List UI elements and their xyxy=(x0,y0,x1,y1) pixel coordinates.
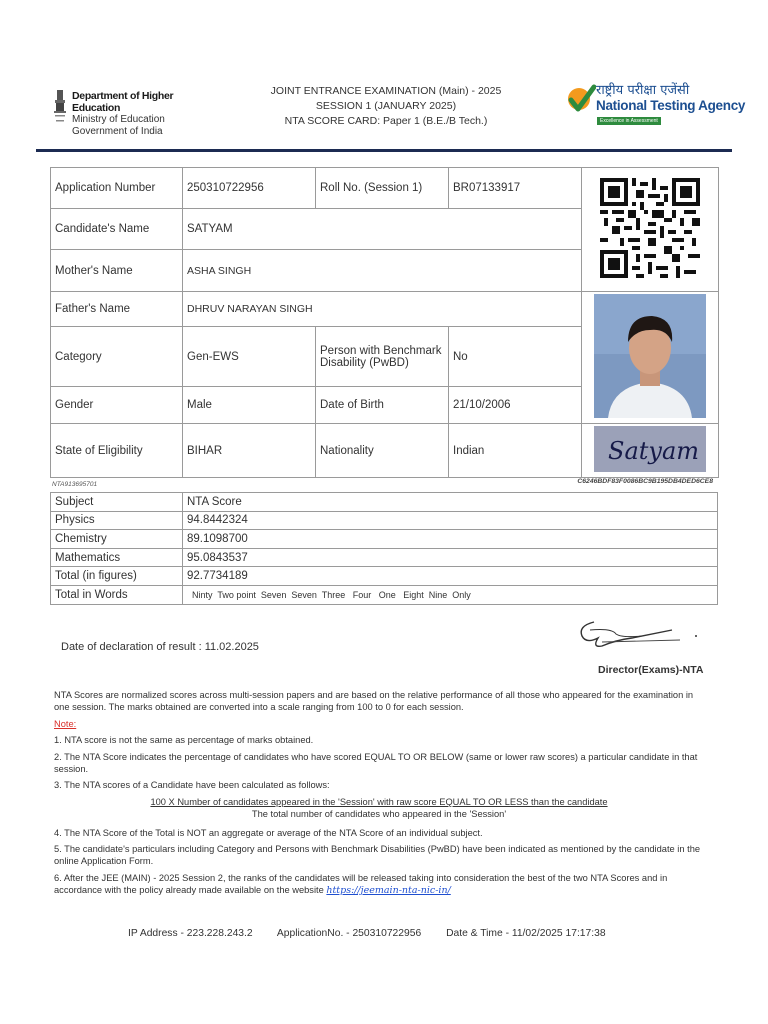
signature-cell xyxy=(582,424,719,478)
dob-label: Date of Birth xyxy=(316,387,449,424)
ref-code-left: NTA913695701 xyxy=(52,481,98,488)
signature-text: Satyam xyxy=(608,437,700,465)
gender-value: Male xyxy=(183,387,316,424)
table-row xyxy=(51,530,718,549)
father-name-label: Father's Name xyxy=(51,292,183,327)
nta-logo-block xyxy=(566,80,746,130)
gender-label: Gender xyxy=(51,387,183,424)
director-signature-icon xyxy=(572,616,702,652)
person-photo-icon xyxy=(594,294,706,418)
nta-english-name: National Testing Agency xyxy=(596,98,746,113)
dhe-text xyxy=(72,90,202,138)
subject-total: Total (in figures) xyxy=(51,567,183,586)
state-label: State of Eligibility xyxy=(51,424,183,478)
ref-code-right: C6246BDF83F0086BC9B195DB4DED6CE8 xyxy=(577,478,713,485)
application-number-value: 250310722956 xyxy=(183,168,316,209)
nta-score-header: NTA Score xyxy=(183,493,718,512)
director-title: Director(Exams)-NTA xyxy=(598,664,704,676)
table-row xyxy=(51,567,718,586)
candidate-signature xyxy=(594,426,706,472)
table-row xyxy=(51,292,719,327)
total-words-label: Total in Words xyxy=(51,585,183,604)
score-chemistry: 89.1098700 xyxy=(183,530,718,549)
table-row xyxy=(51,493,718,512)
scorecard-title: NTA SCORE CARD: Paper 1 (B.E./B Tech.) xyxy=(284,115,488,127)
category-value: Gen-EWS xyxy=(183,327,316,387)
nationality-value: Indian xyxy=(449,424,582,478)
notes-section xyxy=(54,689,704,902)
score-mathematics: 95.0843537 xyxy=(183,548,718,567)
dhe-line-3: Government of India xyxy=(72,126,163,137)
signature-image xyxy=(594,426,706,472)
subject-header: Subject xyxy=(51,493,183,512)
score-physics: 94.8442324 xyxy=(183,511,718,530)
mother-name-value: ASHA SINGH xyxy=(183,250,582,292)
state-value: BIHAR xyxy=(183,424,316,478)
table-row xyxy=(51,168,719,209)
nta-checkmark-icon xyxy=(566,84,596,118)
photo-cell xyxy=(582,292,719,424)
formula-numerator: 100 X Number of candidates appeared in the 'Session' with raw score EQUAL TO OR LESS than the candidate xyxy=(150,796,608,807)
nta-hindi-name: राष्ट्रीय परीक्षा एजेंसी xyxy=(596,83,690,98)
nta-tagline: Excellence in Assessment xyxy=(597,117,661,125)
mother-name-label: Mother's Name xyxy=(51,250,183,292)
category-label: Category xyxy=(51,327,183,387)
footer xyxy=(60,928,710,939)
roll-no-label: Roll No. (Session 1) xyxy=(316,168,449,209)
formula-denominator: The total number of candidates who appeared in the 'Session' xyxy=(251,809,507,820)
candidate-table xyxy=(50,167,719,478)
note-2: 2. The NTA Score indicates the percentage of candidates who have scored EQUAL TO OR BELOW (same or lower raw scores) a particular candidate in that session. xyxy=(54,751,698,775)
exam-heading xyxy=(236,84,536,129)
dhe-block xyxy=(52,88,202,137)
candidate-name-label: Candidate's Name xyxy=(51,209,183,250)
subject-physics: Physics xyxy=(51,511,183,530)
table-row xyxy=(51,424,719,478)
nationality-label: Nationality xyxy=(316,424,449,478)
table-row xyxy=(51,585,718,604)
subject-chemistry: Chemistry xyxy=(51,530,183,549)
pwbd-value: No xyxy=(449,327,582,387)
table-row xyxy=(51,511,718,530)
total-words-value: Ninty Two point Seven Seven Three Four One Eight Nine Only xyxy=(183,585,718,604)
declaration-date: Date of declaration of result : 11.02.2025 xyxy=(61,641,259,653)
exam-title: JOINT ENTRANCE EXAMINATION (Main) - 2025 xyxy=(270,85,502,97)
dob-value: 21/10/2006 xyxy=(449,387,582,424)
note-3: 3. The NTA scores of a Candidate have been calculated as follows: xyxy=(54,780,330,791)
footer-application-no: ApplicationNo. - 250310722956 xyxy=(276,928,422,939)
score-total: 92.7734189 xyxy=(183,567,718,586)
dhe-line-1: Department of Higher Education xyxy=(72,90,174,114)
exam-session: SESSION 1 (JANUARY 2025) xyxy=(315,100,457,112)
subject-mathematics: Mathematics xyxy=(51,548,183,567)
note-label: Note: xyxy=(54,718,77,729)
candidate-photo xyxy=(594,294,706,418)
note-5: 5. The candidate's particulars including Category and Persons with Benchmark Disabilities (PwBD) have been indicated as mentioned by the candidate in the online Application Form. xyxy=(54,844,701,867)
pwbd-label: Person with Benchmark Disability (PwBD) xyxy=(316,327,449,387)
note-6 xyxy=(54,872,704,898)
score-formula xyxy=(54,796,704,821)
footer-ip: IP Address - 223.228.243.2 xyxy=(128,928,253,939)
application-number-label: Application Number xyxy=(51,168,183,209)
qr-cell xyxy=(582,168,719,292)
note-4: 4. The NTA Score of the Total is NOT an aggregate or average of the NTA Score of an individual subject. xyxy=(54,827,483,838)
header-rule xyxy=(36,149,732,152)
dhe-line-2: Ministry of Education xyxy=(72,114,165,125)
note-1: 1. NTA score is not the same as percentage of marks obtained. xyxy=(54,735,314,746)
qr-code-icon xyxy=(598,178,702,278)
table-row xyxy=(51,548,718,567)
roll-no-value: BR07133917 xyxy=(449,168,582,209)
note-6-text: 6. After the JEE (MAIN) - 2025 Session 2, the ranks of the candidates will be released taking into consideration the best of the two NTA Scores and in accordance with the policy already made available on the website xyxy=(54,872,668,896)
national-emblem-icon xyxy=(52,88,68,130)
footer-datetime: Date & Time - 11/02/2025 17:17:38 xyxy=(446,928,606,939)
notes-intro: NTA Scores are normalized scores across multi-session papers and are based on the relative performance of all those who appeared for the examination in one session. The marks obtained are converted into a scale ranging from 100 to 0 for each session. xyxy=(54,690,694,713)
candidate-name-value: SATYAM xyxy=(183,209,582,250)
score-table xyxy=(50,492,718,605)
website-link[interactable]: https://jeemain-nta-nic-in/ xyxy=(326,885,451,897)
father-name-value: DHRUV NARAYAN SINGH xyxy=(183,292,582,327)
